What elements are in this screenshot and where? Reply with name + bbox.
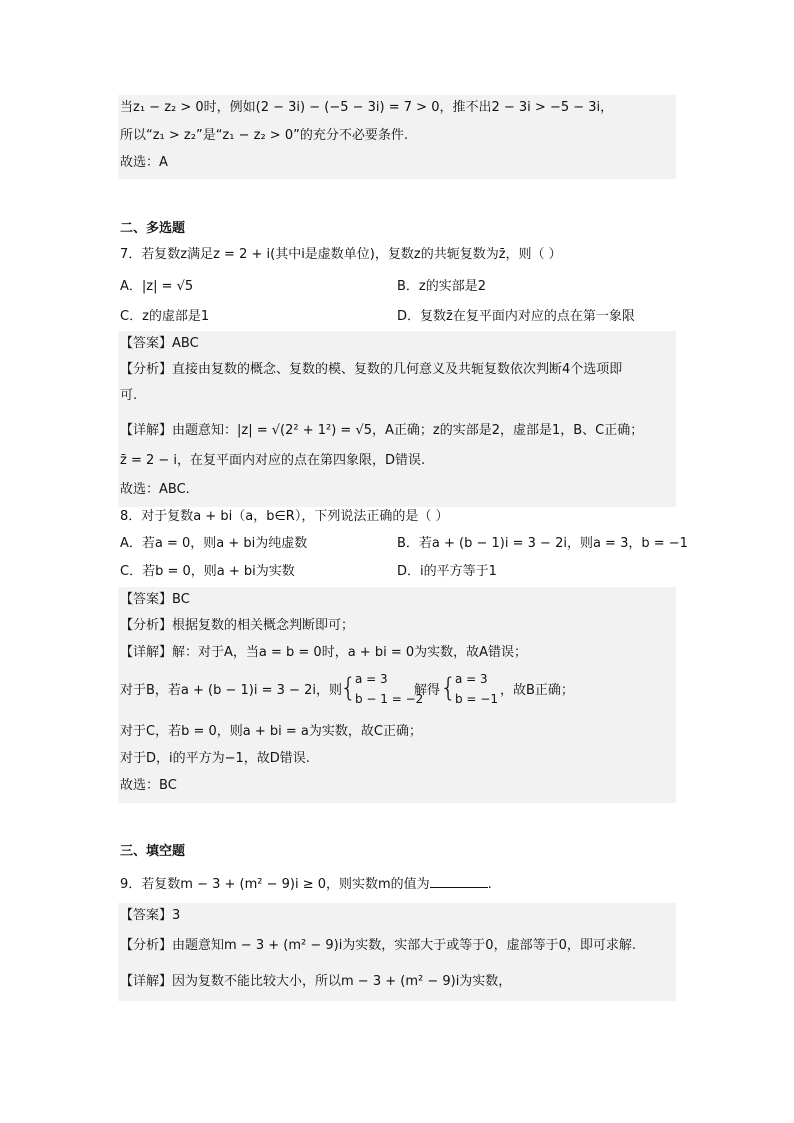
system-2-top: a = 3 <box>455 672 488 686</box>
question-7-option-d: D．复数z̄在复平面内对应的点在第一象限 <box>397 309 635 324</box>
question-8-detail-b-suffix: ，故B正确； <box>500 683 574 698</box>
solution-conclusion: 所以“z₁ > z₂”是“z₁ − z₂ > 0”的充分不必要条件. <box>120 128 408 143</box>
question-8-choice: 故选：BC <box>120 778 177 793</box>
question-9-stem-end: . <box>487 877 492 892</box>
question-7-analysis: 【分析】直接由复数的概念、复数的模、复数的几何意义及共轭复数依次判断4个选项即 <box>120 362 623 377</box>
question-8-option-d: D．i的平方等于1 <box>397 564 497 579</box>
question-9-answer: 【答案】3 <box>120 908 181 923</box>
question-7-stem: 7．若复数z满足z = 2 + i(其中i是虚数单位)，复数z的共轭复数为z̄，则（ ） <box>120 247 562 262</box>
question-8-option-b: B．若a + (b − 1)i = 3 − 2i，则a = 3，b = −1 <box>397 536 688 551</box>
question-8-solve-word: 解得 <box>414 683 441 698</box>
answer-blank[interactable] <box>430 873 488 888</box>
solution-choice: 故选：A <box>120 155 168 170</box>
left-brace-icon: { <box>440 673 457 703</box>
question-9-analysis: 【分析】由题意知m − 3 + (m² − 9)i为实数，实部大于或等于0，虚部等于0，即可求解. <box>120 938 636 953</box>
question-8-detail: 【详解】解：对于A，当a = b = 0时，a + bi = 0为实数，故A错误； <box>120 645 528 660</box>
question-7-analysis-cont: 可. <box>120 388 138 403</box>
question-7-option-c: C．z的虚部是1 <box>120 309 210 324</box>
question-8-option-a: A．若a = 0，则a + bi为纯虚数 <box>120 536 308 551</box>
question-9-stem-text: 9．若复数m − 3 + (m² − 9)i ≥ 0，则实数m的值为 <box>120 877 430 892</box>
section-title-multiple-choice: 二、多选题 <box>120 221 186 236</box>
system-2-bottom: b = −1 <box>455 692 498 706</box>
question-8-option-c: C．若b = 0，则a + bi为实数 <box>120 564 295 579</box>
question-8-detail-b <box>120 681 342 701</box>
question-8-detail-c: 对于C，若b = 0，则a + bi = a为实数，故C正确； <box>120 724 422 739</box>
question-7-detail: 【详解】由题意知：|z| = √(2² + 1²) = √5，A正确；z的实部是2，虚部是1，B、C正确； <box>120 423 644 438</box>
question-8-detail-d: 对于D，i的平方为−1，故D错误. <box>120 751 310 766</box>
question-7-option-a: A．|z| = √5 <box>120 279 194 294</box>
system-1-bottom: b − 1 = −2 <box>355 692 424 706</box>
question-8-stem: 8．对于复数a + bi（a，b∈R），下列说法正确的是（ ） <box>120 509 449 524</box>
section-title-fill-in: 三、填空题 <box>120 844 186 859</box>
question-7-answer: 【答案】ABC <box>120 336 199 351</box>
solution-line: 当z₁ − z₂ > 0时，例如(2 − 3i) − (−5 − 3i) = 7 > 0，推不出2 − 3i > −5 − 3i， <box>120 100 614 115</box>
question-8-answer: 【答案】BC <box>120 592 190 607</box>
question-7-choice: 故选：ABC. <box>120 482 190 497</box>
question-7-option-b: B．z的实部是2 <box>397 279 487 294</box>
system-1-top: a = 3 <box>355 672 388 686</box>
question-9-detail: 【详解】因为复数不能比较大小，所以m − 3 + (m² − 9)i为实数， <box>120 974 512 989</box>
question-7-detail-cont: z̄ = 2 − i，在复平面内对应的点在第四象限，D错误. <box>120 453 426 468</box>
question-9-stem <box>120 873 492 895</box>
question-8-analysis: 【分析】根据复数的相关概念判断即可； <box>120 618 355 633</box>
question-8-detail-b-prefix: 对于B，若a + (b − 1)i = 3 − 2i，则 <box>120 683 342 698</box>
left-brace-icon: { <box>340 673 357 703</box>
